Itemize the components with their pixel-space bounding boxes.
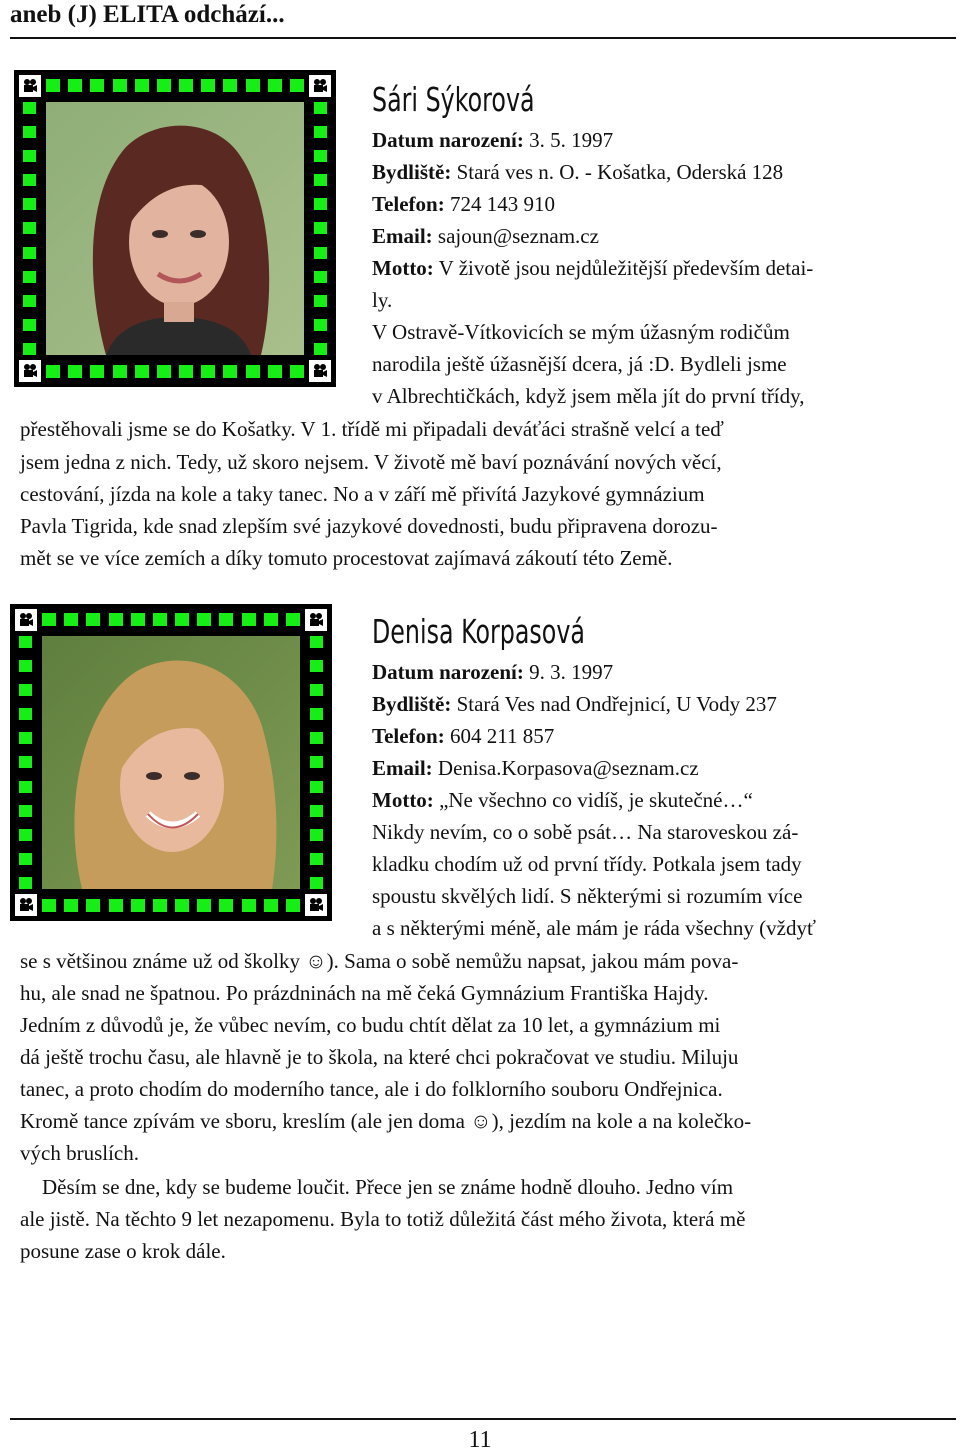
film-sprocket-hole xyxy=(179,365,193,378)
bio-line: jsem jedna z nich. Tedy, už skoro nejsem. V životě mě baví poznávání nových věcí, xyxy=(20,450,722,474)
phone-label: Telefon: xyxy=(372,724,445,748)
bio-line: Jedním z důvodů je, že vůbec nevím, co budu chtít dělat za 10 let, a gymnázium mi xyxy=(20,1013,721,1037)
film-sprocket-hole xyxy=(219,899,233,912)
film-sprocket-hole xyxy=(219,613,233,626)
film-sprocket-hole xyxy=(314,174,327,186)
film-camera-icon xyxy=(19,75,41,97)
film-sprocket-hole xyxy=(19,708,32,720)
address-field xyxy=(372,691,777,717)
film-sprocket-hole xyxy=(314,295,327,307)
page-header-title: aneb (J) ELITA odchází... xyxy=(10,1,285,28)
film-sprocket-hole xyxy=(290,79,304,92)
film-sprocket-hole xyxy=(19,756,32,768)
bio-line: mět se ve více zemích a díky tomuto procestovat zajímavá zákoutí této Země. xyxy=(20,546,673,570)
portrait-photo xyxy=(42,636,300,889)
film-sprocket-hole xyxy=(131,613,145,626)
film-sprocket-hole xyxy=(314,126,327,138)
film-camera-icon xyxy=(305,894,327,916)
film-sprocket-hole xyxy=(19,636,32,648)
film-sprocket-column xyxy=(314,102,327,355)
phone-value: 724 143 910 xyxy=(444,192,555,216)
bio-line: V Ostravě-Vítkovicích se mým úžasným rodičům xyxy=(372,320,790,344)
film-sprocket-hole xyxy=(68,79,82,92)
film-sprocket-hole xyxy=(109,899,123,912)
email-label: Email: xyxy=(372,224,433,248)
film-sprocket-hole xyxy=(19,805,32,817)
bio-line: Pavla Tigrida, kde snad zlepším své jazykové dovednosti, budu připravena dorozu- xyxy=(20,514,718,538)
bio-line: narodila ještě úžasnější dcera, já :D. Bydleli jsme xyxy=(372,352,787,376)
bio-line: se s většinou známe už od školky ☺). Sama o sobě nemůžu napsat, jakou mám pova- xyxy=(20,949,739,973)
film-sprocket-hole xyxy=(310,708,323,720)
film-sprocket-hole xyxy=(23,102,36,114)
phone-field xyxy=(372,723,554,749)
motto-value: „Ne všechno co vidíš, je skutečné…“ xyxy=(433,788,753,812)
film-sprocket-hole xyxy=(310,829,323,841)
bio-line: vých bruslích. xyxy=(20,1141,139,1165)
film-sprocket-hole xyxy=(310,805,323,817)
film-sprocket-hole xyxy=(113,365,127,378)
bio-line: Kromě tance zpívám ve sboru, kreslím (ale jen doma ☺), jezdím na kole a na kolečko- xyxy=(20,1109,752,1133)
film-sprocket-hole xyxy=(242,899,256,912)
film-sprocket-hole xyxy=(23,295,36,307)
film-sprocket-hole xyxy=(90,365,104,378)
film-sprocket-hole xyxy=(157,79,171,92)
film-sprocket-hole xyxy=(68,365,82,378)
film-sprocket-column xyxy=(310,636,323,889)
film-camera-icon xyxy=(19,360,41,382)
bio-line: Děsím se dne, kdy se budeme loučit. Přece jen se známe hodně dlouho. Jedno vím xyxy=(42,1175,734,1199)
birth-date-label: Datum narození: xyxy=(372,660,524,684)
film-sprocket-hole xyxy=(157,365,171,378)
film-sprocket-hole xyxy=(314,222,327,234)
film-sprocket-hole xyxy=(19,732,32,744)
film-sprocket-hole xyxy=(19,684,32,696)
film-sprocket-row xyxy=(42,613,300,626)
bio-line: v Albrechtičkách, když jsem měla jít do první třídy, xyxy=(372,384,805,408)
film-sprocket-hole xyxy=(310,781,323,793)
phone-field xyxy=(372,191,555,217)
bio-line: Nikdy nevím, co o sobě psát… Na staroveskou zá- xyxy=(372,820,799,844)
birth-date-value: 9. 3. 1997 xyxy=(523,660,614,684)
film-sprocket-hole xyxy=(268,79,282,92)
bio-line: cestování, jízda na kole a taky tanec. No a v září mě přivítá Jazykové gymnázium xyxy=(20,482,705,506)
motto-field xyxy=(372,787,753,813)
header-divider xyxy=(10,37,956,39)
bio-line: tanec, a proto chodím do moderního tance, ale i do folklorního souboru Ondřejnica. xyxy=(20,1077,723,1101)
motto-label: Motto: xyxy=(372,788,434,812)
portrait-photo xyxy=(46,102,304,355)
bio-line: a s některými méně, ale mám je ráda všechny (vždyť xyxy=(372,916,816,940)
address-label: Bydliště: xyxy=(372,692,452,716)
motto-value: V životě jsou nejdůležitější především detai- xyxy=(433,256,814,280)
film-strip-photo-frame xyxy=(10,604,332,921)
email-value: Denisa.Korpasova@seznam.cz xyxy=(432,756,699,780)
email-label: Email: xyxy=(372,756,433,780)
film-sprocket-hole xyxy=(23,247,36,259)
film-sprocket-hole xyxy=(310,877,323,889)
email-field xyxy=(372,755,699,781)
phone-label: Telefon: xyxy=(372,192,445,216)
film-sprocket-hole xyxy=(175,899,189,912)
footer-divider xyxy=(10,1418,956,1420)
bio-line: dá ještě trochu času, ale hlavně je to škola, na které chci pokračovat ve studiu. Miluju xyxy=(20,1045,739,1069)
email-value: sajoun@seznam.cz xyxy=(432,224,599,248)
film-sprocket-hole xyxy=(310,853,323,865)
film-sprocket-hole xyxy=(19,877,32,889)
film-sprocket-hole xyxy=(242,613,256,626)
film-sprocket-hole xyxy=(153,613,167,626)
film-sprocket-hole xyxy=(310,636,323,648)
film-sprocket-hole xyxy=(314,271,327,283)
film-sprocket-hole xyxy=(23,126,36,138)
film-sprocket-hole xyxy=(197,899,211,912)
film-sprocket-hole xyxy=(310,660,323,672)
film-sprocket-hole xyxy=(310,732,323,744)
film-sprocket-hole xyxy=(23,150,36,162)
film-sprocket-hole xyxy=(314,343,327,355)
film-sprocket-hole xyxy=(64,899,78,912)
birth-date-field xyxy=(372,127,613,153)
profile-name: Denisa Korpasová xyxy=(372,612,585,651)
film-sprocket-hole xyxy=(19,853,32,865)
bio-line: kladku chodím už od první třídy. Potkala jsem tady xyxy=(372,852,802,876)
film-strip-photo-frame xyxy=(14,70,336,387)
film-camera-icon xyxy=(15,609,37,631)
film-sprocket-hole xyxy=(23,343,36,355)
film-sprocket-hole xyxy=(64,613,78,626)
film-sprocket-hole xyxy=(19,781,32,793)
film-sprocket-hole xyxy=(201,79,215,92)
film-sprocket-hole xyxy=(153,899,167,912)
film-sprocket-hole xyxy=(264,613,278,626)
birth-date-value: 3. 5. 1997 xyxy=(523,128,614,152)
birth-date-label: Datum narození: xyxy=(372,128,524,152)
film-sprocket-hole xyxy=(46,79,60,92)
bio-line: ly. xyxy=(372,288,393,312)
film-sprocket-hole xyxy=(90,79,104,92)
address-field xyxy=(372,159,783,185)
film-sprocket-hole xyxy=(86,613,100,626)
film-sprocket-hole xyxy=(19,829,32,841)
film-sprocket-hole xyxy=(246,365,260,378)
bio-line: hu, ale snad ne špatnou. Po prázdninách na mě čeká Gymnázium Františka Hajdy. xyxy=(20,981,709,1005)
page-number: 11 xyxy=(468,1427,492,1453)
film-sprocket-hole xyxy=(42,899,56,912)
film-sprocket-hole xyxy=(268,365,282,378)
film-sprocket-hole xyxy=(23,319,36,331)
film-sprocket-hole xyxy=(131,899,145,912)
film-sprocket-hole xyxy=(314,319,327,331)
portrait-photo-icon xyxy=(46,102,304,355)
film-sprocket-hole xyxy=(23,174,36,186)
film-sprocket-hole xyxy=(135,365,149,378)
film-sprocket-hole xyxy=(314,102,327,114)
motto-field xyxy=(372,255,813,281)
film-sprocket-hole xyxy=(223,79,237,92)
film-sprocket-hole xyxy=(23,271,36,283)
film-sprocket-hole xyxy=(246,79,260,92)
address-label: Bydliště: xyxy=(372,160,452,184)
motto-label: Motto: xyxy=(372,256,434,280)
birth-date-field xyxy=(372,659,613,685)
film-sprocket-hole xyxy=(286,899,300,912)
profile-name: Sári Sýkorová xyxy=(372,80,535,119)
film-sprocket-hole xyxy=(135,79,149,92)
email-field xyxy=(372,223,599,249)
film-sprocket-row xyxy=(46,365,304,378)
film-sprocket-hole xyxy=(314,150,327,162)
film-sprocket-hole xyxy=(290,365,304,378)
film-sprocket-hole xyxy=(19,660,32,672)
film-sprocket-hole xyxy=(23,222,36,234)
phone-value: 604 211 857 xyxy=(444,724,555,748)
bio-line: posune zase o krok dále. xyxy=(20,1239,226,1263)
film-camera-icon xyxy=(305,609,327,631)
bio-line: spoustu skvělých lidí. S některými si rozumím více xyxy=(372,884,803,908)
bio-line: přestěhovali jsme se do Košatky. V 1. třídě mi připadali deváťáci strašně velcí a teď xyxy=(20,417,724,441)
film-sprocket-row xyxy=(42,899,300,912)
portrait-photo-icon xyxy=(42,636,300,889)
film-sprocket-column xyxy=(19,636,32,889)
film-sprocket-column xyxy=(23,102,36,355)
film-sprocket-hole xyxy=(314,198,327,210)
film-sprocket-hole xyxy=(175,613,189,626)
film-sprocket-hole xyxy=(286,613,300,626)
film-sprocket-hole xyxy=(197,613,211,626)
film-sprocket-hole xyxy=(109,613,123,626)
bio-line: ale jistě. Na těchto 9 let nezapomenu. Byla to totiž důležitá část mého života, která mě xyxy=(20,1207,746,1231)
film-sprocket-hole xyxy=(86,899,100,912)
film-camera-icon xyxy=(309,75,331,97)
film-sprocket-hole xyxy=(314,247,327,259)
address-value: Stará Ves nad Ondřejnicí, U Vody 237 xyxy=(451,692,777,716)
film-sprocket-hole xyxy=(223,365,237,378)
film-sprocket-hole xyxy=(46,365,60,378)
film-sprocket-hole xyxy=(310,756,323,768)
address-value: Stará ves n. O. - Košatka, Oderská 128 xyxy=(451,160,784,184)
film-camera-icon xyxy=(15,894,37,916)
film-sprocket-hole xyxy=(201,365,215,378)
film-camera-icon xyxy=(309,360,331,382)
film-sprocket-row xyxy=(46,79,304,92)
film-sprocket-hole xyxy=(113,79,127,92)
film-sprocket-hole xyxy=(310,684,323,696)
film-sprocket-hole xyxy=(179,79,193,92)
film-sprocket-hole xyxy=(42,613,56,626)
film-sprocket-hole xyxy=(264,899,278,912)
film-sprocket-hole xyxy=(23,198,36,210)
